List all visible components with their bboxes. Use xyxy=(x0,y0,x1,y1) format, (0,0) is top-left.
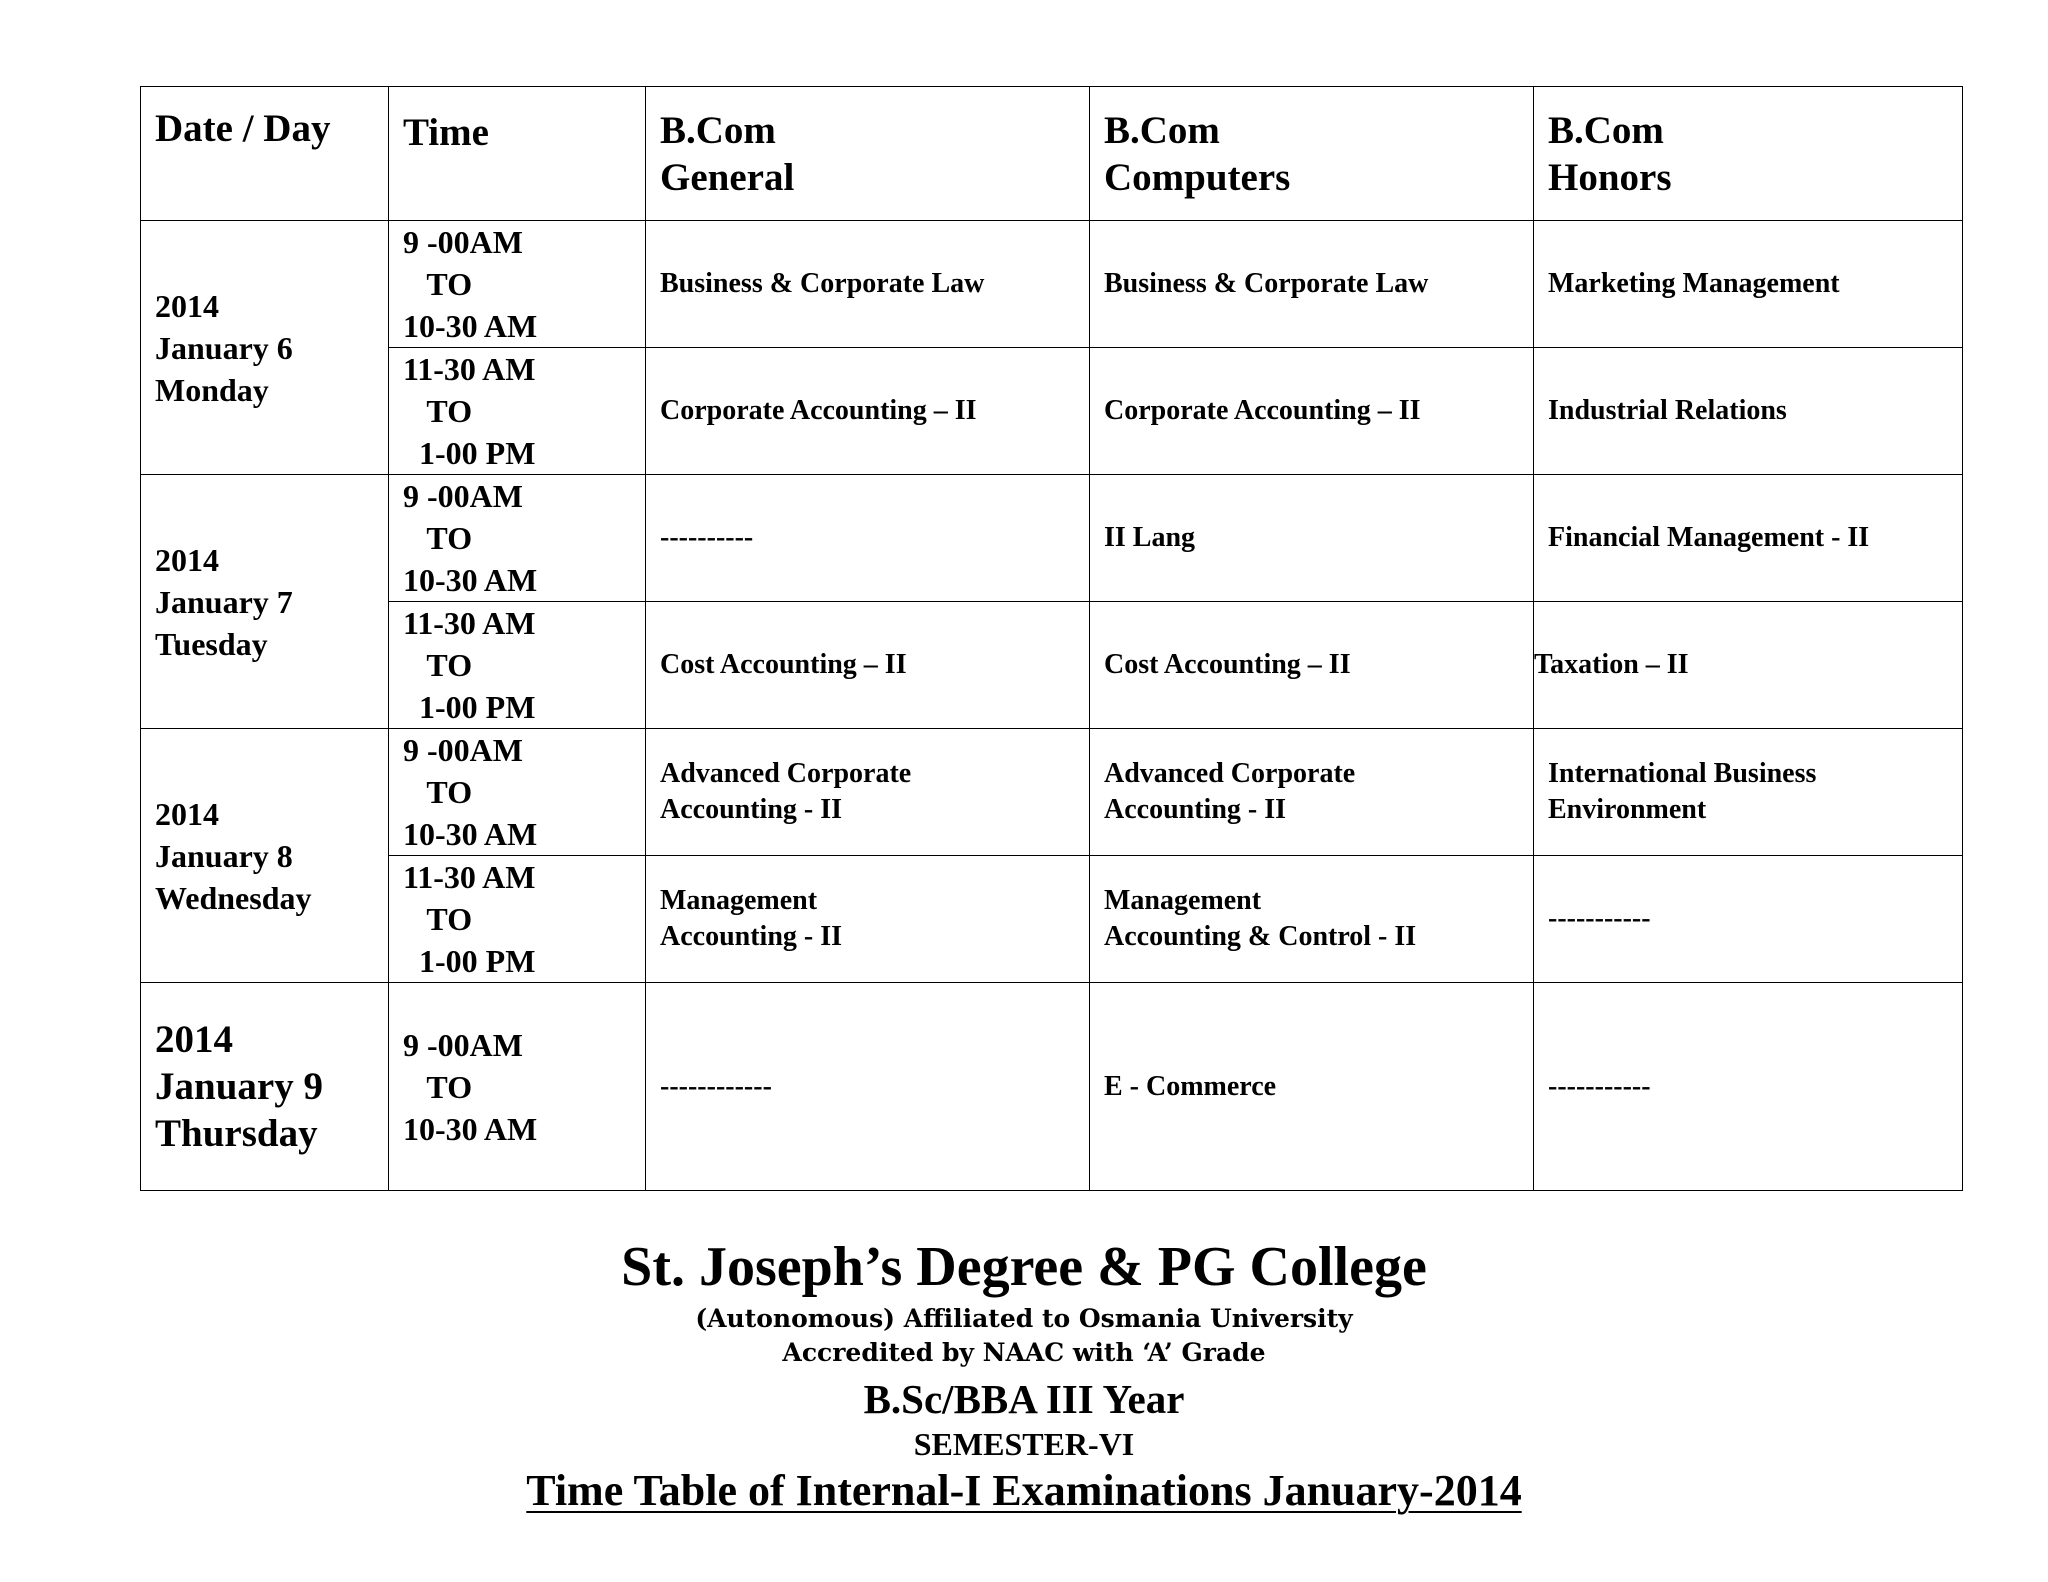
subject-computers xyxy=(1090,983,1534,1191)
time-slot: 11-30 AM TO 1-00 PM xyxy=(389,602,646,729)
program-year: B.Sc/BBA III Year xyxy=(863,1376,1185,1422)
timetable-title: Time Table of Internal-I Examinations January-2014 xyxy=(526,1466,1522,1515)
date-year: 2014 xyxy=(155,287,219,324)
date-month-day: January 6 xyxy=(155,329,293,366)
subject-text: Accounting - II xyxy=(660,794,843,825)
subject-text: Advanced Corporate xyxy=(1104,758,1356,789)
subject-text: II Lang xyxy=(1104,522,1196,553)
time-slot: 9 -00AM TO 10-30 AM xyxy=(389,983,646,1191)
subject-text: Accounting - II xyxy=(1104,794,1287,825)
header-general-line2: General xyxy=(660,155,795,199)
date-cell xyxy=(141,729,389,983)
date-weekday: Tuesday xyxy=(155,625,268,662)
subject-text: Industrial Relations xyxy=(1548,395,1787,426)
subject-text: Environment xyxy=(1548,794,1707,825)
table-row xyxy=(141,221,1963,348)
time-slot: 11-30 AM TO 1-00 PM xyxy=(389,856,646,983)
header-time: Time xyxy=(389,87,646,221)
subject-computers xyxy=(1090,602,1534,729)
subject-text: International Business xyxy=(1548,758,1817,789)
subject-honors xyxy=(1534,475,1963,602)
subject-text: ---------- xyxy=(660,522,754,553)
date-weekday: Monday xyxy=(155,371,269,408)
date-cell xyxy=(141,983,389,1191)
date-month-day: January 7 xyxy=(155,583,293,620)
subject-computers xyxy=(1090,348,1534,475)
subject-text: Management xyxy=(660,885,818,916)
time-slot: 11-30 AM TO 1-00 PM xyxy=(389,348,646,475)
subject-text: Taxation – II xyxy=(1534,649,1689,680)
date-weekday: Thursday xyxy=(155,1112,318,1155)
table-row xyxy=(141,475,1963,602)
header-computers-line1: B.Com xyxy=(1104,108,1220,152)
table-row xyxy=(141,348,1963,475)
subject-text: Marketing Management xyxy=(1548,268,1840,299)
header-date-day: Date / Day xyxy=(141,87,389,221)
subject-text: Business & Corporate Law xyxy=(1104,268,1429,299)
header-bcom-computers xyxy=(1090,87,1534,221)
subject-honors xyxy=(1534,729,1963,856)
subject-text: ----------- xyxy=(1548,903,1651,934)
date-month-day: January 8 xyxy=(155,837,293,874)
subject-text: Cost Accounting – II xyxy=(660,649,907,680)
subject-honors xyxy=(1534,221,1963,348)
subject-honors xyxy=(1534,602,1963,729)
subject-text: Business & Corporate Law xyxy=(660,268,985,299)
subject-text: E - Commerce xyxy=(1104,1070,1277,1102)
subject-text: Management xyxy=(1104,885,1262,916)
subject-general xyxy=(646,348,1090,475)
date-year: 2014 xyxy=(155,541,219,578)
subject-honors xyxy=(1534,983,1963,1191)
subject-computers xyxy=(1090,475,1534,602)
subject-text: Corporate Accounting – II xyxy=(1104,395,1421,426)
subject-text: Corporate Accounting – II xyxy=(660,395,977,426)
header-bcom-honors xyxy=(1534,87,1963,221)
subject-general xyxy=(646,602,1090,729)
date-year: 2014 xyxy=(155,795,219,832)
header-general-line1: B.Com xyxy=(660,108,776,152)
table-row xyxy=(141,729,1963,856)
subject-text: ------------ xyxy=(660,1070,772,1102)
table-row xyxy=(141,983,1963,1191)
semester-label: SEMESTER-VI xyxy=(913,1426,1135,1462)
subject-text: Cost Accounting – II xyxy=(1104,649,1351,680)
subject-general xyxy=(646,475,1090,602)
header-honors-line1: B.Com xyxy=(1548,108,1664,152)
subject-text: Accounting & Control - II xyxy=(1104,921,1417,952)
subject-honors xyxy=(1534,856,1963,983)
time-slot: 9 -00AM TO 10-30 AM xyxy=(389,729,646,856)
date-year: 2014 xyxy=(155,1018,233,1061)
subject-honors xyxy=(1534,348,1963,475)
subject-general xyxy=(646,729,1090,856)
date-weekday: Wednesday xyxy=(155,879,312,916)
accreditation-line: Accredited by NAAC with ‘A’ Grade xyxy=(782,1338,1266,1367)
header-bcom-general xyxy=(646,87,1090,221)
subject-computers xyxy=(1090,856,1534,983)
table-row xyxy=(141,602,1963,729)
subject-general xyxy=(646,856,1090,983)
subject-text: Advanced Corporate xyxy=(660,758,912,789)
time-slot: 9 -00AM TO 10-30 AM xyxy=(389,221,646,348)
header-computers-line2: Computers xyxy=(1104,155,1291,199)
college-name: St. Joseph’s Degree & PG College xyxy=(621,1236,1427,1298)
header-row xyxy=(141,87,1963,221)
subject-text: ----------- xyxy=(1548,1070,1651,1102)
subject-computers xyxy=(1090,729,1534,856)
header-honors-line2: Honors xyxy=(1548,155,1672,199)
date-month-day: January 9 xyxy=(155,1065,323,1108)
document-footer xyxy=(0,1232,2048,1518)
table-row xyxy=(141,856,1963,983)
date-cell xyxy=(141,475,389,729)
subject-text: Financial Management - II xyxy=(1548,522,1870,553)
time-slot: 9 -00AM TO 10-30 AM xyxy=(389,475,646,602)
exam-timetable xyxy=(140,86,1963,1191)
subject-general xyxy=(646,221,1090,348)
affiliation-line: (Autonomous) Affiliated to Osmania University xyxy=(695,1304,1353,1333)
subject-general xyxy=(646,983,1090,1191)
date-cell xyxy=(141,221,389,475)
subject-text: Accounting - II xyxy=(660,921,843,952)
subject-computers xyxy=(1090,221,1534,348)
